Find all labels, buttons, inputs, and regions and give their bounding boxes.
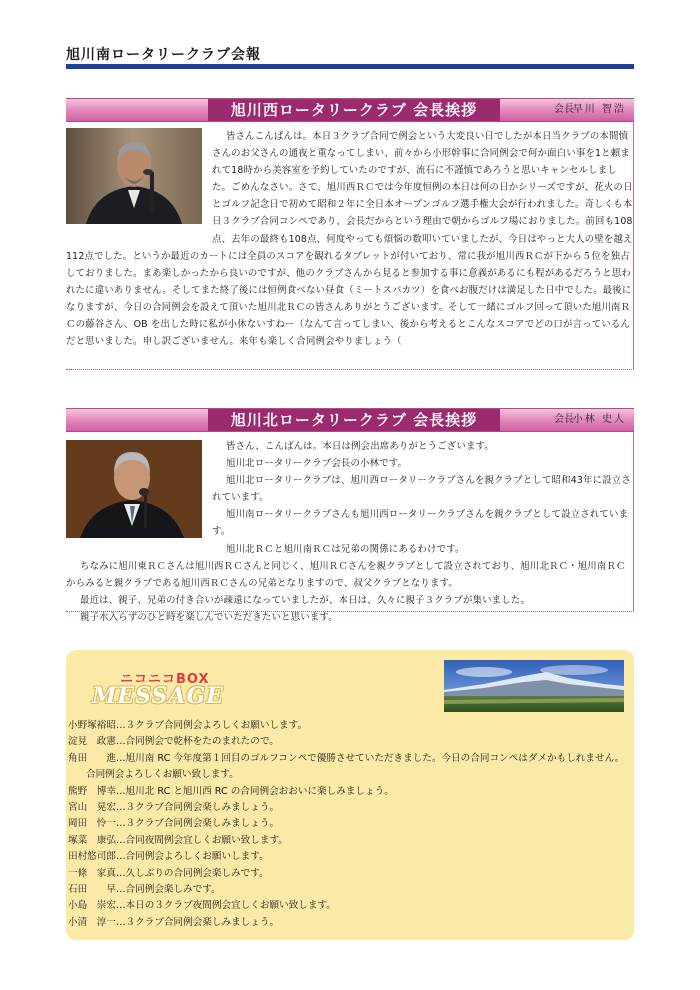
article-banner: [66, 98, 634, 122]
article-paragraph: 親子水入らずのひと時を楽しんでいただきたいと思います。: [80, 611, 338, 623]
article-paragraph: 旭川北ＲＣと旭川南ＲＣは兄弟の関係にあるわけです。: [226, 543, 465, 555]
article-paragraph: 旭川北ロータリークラブ会長の小林です。: [226, 458, 408, 470]
article-paragraph: 旭川南ロータリークラブさんも旭川西ロータリークラブさんを親クラブとして設立されています。: [212, 509, 629, 538]
article-paragraph: 皆さん、こんばんは。本日は例会出席ありがとうございます。: [226, 441, 494, 452]
message-entry: 一條 家真…久しぶりの合同例会楽しみです。: [68, 867, 269, 879]
message-entry: 淀見 政憲…合同例会で乾杯をたのまれたので。: [68, 736, 279, 748]
message-entry: 田村悠司郎…合同例会よろしくお願いします。: [68, 851, 269, 863]
message-entry: 岡田 怜一…３クラブ合同例会楽しみましょう。: [68, 818, 280, 830]
article-divider: [66, 367, 634, 370]
message-entry: 石田 早…合同例会楽しみです。: [68, 884, 221, 896]
logo-message: MESSAGE: [92, 683, 225, 709]
message-entry: 小島 崇宏…本日の３クラブ夜間例会宜しくお願い致します。: [68, 900, 336, 912]
message-list: [68, 718, 628, 931]
header-rule: [66, 64, 634, 69]
greeting-article-west: [66, 98, 634, 370]
president-role: 会長: [554, 104, 574, 115]
president-name: 小林 史人: [572, 414, 626, 425]
article-paragraph: ちなみに旭川東ＲＣさんは旭川西ＲＣさんと同じく、旭川ＲＣさんを親クラブとして設立されており、旭川北ＲＣ・旭川南ＲＣからみると親クラブである旭川西ＲＣさんの兄弟となりますので、叔父クラブとなります。: [66, 560, 626, 589]
article-paragraph: 旭川北ロータリークラブは、旭川西ロータリークラブさんを親クラブとして昭和43年に設立されています。: [212, 475, 631, 504]
article-paragraph: 最近は、親子、兄弟の付き合いが疎遠になっていましたが、本日は、久々に親子３クラブが集いました。: [80, 594, 531, 606]
niconico-logo: [92, 668, 242, 710]
logo-title: ニコニコBOX: [120, 672, 210, 687]
article-divider: [66, 609, 634, 612]
article-title: 旭川北ロータリークラブ 会長挨拶: [208, 409, 500, 431]
message-entry: 塚菜 康弘…合同夜間例会宜しくお願い致します。: [68, 834, 288, 846]
article-paragraph: 皆さんこんばんは。本日３クラブ合同で例会という大変良い日でしたが本日当クラブの本間慎さんのお父さんの通夜と重なってしまい、前々から小形幹事に合同例会で何か面白い事を1と頼まれて18時から美容室を予約していたのですが、流石に不謹慎であろうと思いキャンセルしました。ごめんなさい。さて、旭川西ＲＣでは今年度恒例の本日は何の日かシリーズですが、花火の日とゴルフ記念日で初めて昭和２年に全日本オープンゴルフ選手権大会が行われました。奇しくも本日３クラブ合同コンペであり、会長だからという理由で朝からゴルフ場におりました。前回も108点、去年の最終も108点、何度やっても煩悩の数叩いていましたが、今日はやっと大人の壁を越え112点でした。というか最近のカートには全員のスコアを観れるタブレットが付いており、常に我が旭川西ＲＣが下から５位を独占しておりました。まあ楽しかったから良いのですが、他のクラブさんから見ると参加する事に意義があるにも程があるだろうと思われたに違いありません。そしてまた終了後には恒例食べない昼食（ミートスパカツ）を食べお腹だけは満足した日中でした。最後になりますが、今日の合同例会を設えて頂いた旭川北ＲＣの皆さんありがとうございます。そして一緒にゴルフ回って頂いた旭川南ＲＣの藤谷さん、OB を出した時に私が小休ないすねー（なんて言ってしまい、後から考えるとこんなスコアでどの口が言っているんだと思いました。申し訳ございません。来年も楽しく合同例会やりましょう（: [66, 131, 633, 348]
landscape-photo: [444, 660, 624, 712]
president-role: 会長: [554, 414, 574, 425]
message-entry: 角田 進…旭川南 RC 今年度第１回目のゴルフコンペで優勝させていただきました。今日の合同コンペはダメかもしれません。合同例会よろしくお願い致します。: [68, 752, 625, 781]
article-body: [66, 438, 634, 623]
article-body: [66, 128, 634, 366]
message-entry: 宮山 晃宏…３クラブ合同例会楽しみましょう。: [68, 802, 280, 814]
message-entry: 熊野 博幸…旭川北 RC と旭川西 RC の合同例会おおいに楽しみましょう。: [68, 785, 394, 797]
message-entry: 小野塚裕昭…３クラブ合同例会よろしくお願いします。: [68, 720, 308, 731]
president-name: 早川 智浩: [572, 104, 626, 115]
message-entry: 小清 淳一…３クラブ合同例会楽しみましょう。: [68, 916, 280, 928]
niconico-box: [66, 650, 634, 940]
newsletter-title: 旭川南ロータリークラブ会報: [66, 47, 261, 63]
greeting-article-north: [66, 408, 634, 623]
article-banner: [66, 408, 634, 432]
article-title: 旭川西ロータリークラブ 会長挨拶: [208, 99, 500, 121]
